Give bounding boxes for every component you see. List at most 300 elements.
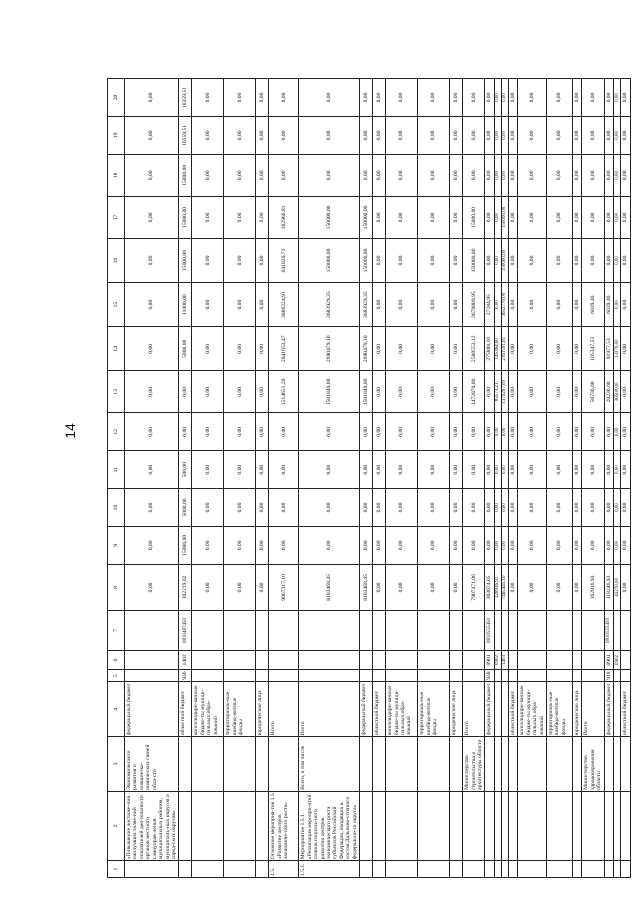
cell-amount: 1501840,00	[360, 371, 373, 413]
cell-grbs	[450, 669, 463, 682]
cell-grbs	[299, 669, 360, 682]
cell-rzpr	[360, 650, 373, 669]
cell-amount: 0,00	[604, 79, 613, 117]
cell-funding-source: федеральный бюджет	[125, 682, 179, 737]
cell-amount: 0,00	[604, 489, 613, 527]
cell-amount: 0,00	[582, 489, 604, 527]
cell-amount: 0,00	[604, 413, 613, 451]
budget-table	[107, 78, 631, 878]
cell-c3	[418, 737, 450, 792]
cell-c2	[224, 791, 256, 860]
cell-amount: 0,00	[508, 489, 517, 527]
cell-amount: 8183468,45	[360, 564, 373, 610]
cell-ministry	[614, 737, 621, 792]
cell-amount: 0,00	[494, 489, 501, 527]
cell-amount: 0,00	[224, 327, 256, 371]
table-row	[299, 79, 360, 878]
cell-amount: 27184,95	[485, 283, 494, 327]
cell-amount: 0,00	[224, 154, 256, 196]
cell-amount: 0,00	[418, 526, 450, 564]
cell-amount: 0,00	[494, 196, 501, 238]
column-header: 13	[108, 371, 125, 413]
cell-rzpr	[373, 650, 386, 669]
cell-funding-source: федеральный бюджет	[486, 683, 493, 736]
cell-c3	[386, 737, 418, 792]
cell-amount: 5000,00	[179, 327, 192, 371]
cell-amount: 1501840,00	[299, 371, 360, 413]
cell-c1	[614, 861, 621, 878]
cell-amount: 7465445,10	[501, 564, 508, 610]
column-header: 5	[108, 669, 125, 682]
cell-grbs	[518, 669, 547, 682]
cell-c3	[373, 737, 386, 792]
cell-csr	[269, 611, 299, 651]
cell-rzpr: 1403	[501, 650, 508, 669]
cell-rzpr	[582, 650, 604, 669]
table-body	[125, 79, 631, 878]
cell-amount: 0,00	[360, 489, 373, 527]
table-row	[192, 79, 224, 878]
column-header: 10	[108, 489, 125, 527]
cell-rzpr	[463, 650, 485, 669]
cell-c2	[614, 791, 621, 860]
cell-amount: 0,00	[572, 564, 581, 610]
cell-ministry	[621, 737, 630, 792]
cell-amount: 0,00	[192, 327, 224, 371]
column-header: 1	[108, 861, 125, 878]
cell-csr	[125, 611, 179, 651]
column-header: 16	[108, 238, 125, 282]
cell-c1	[494, 861, 501, 878]
cell-csr	[373, 611, 386, 651]
cell-amount: 0,00	[621, 196, 630, 238]
cell-amount: 150000,00	[299, 238, 360, 282]
cell-amount: 0,00	[518, 327, 547, 371]
cell-csr	[501, 611, 508, 651]
cell-c2: «Повышение достиже-ния наилучших значе-ний показателей дея-тельности органов местного самоуправ-ления муниципальных районов, муниципаль-ных округов и город-ских округов»	[125, 791, 179, 860]
cell-grbs	[546, 669, 572, 682]
cell-amount: 0,00	[125, 489, 179, 527]
cell-amount: 7907471,06	[463, 564, 485, 610]
cell-amount: 0,00	[386, 371, 418, 413]
cell-amount: 0,00	[299, 526, 360, 564]
cell-c1	[386, 861, 418, 878]
cell-c2	[179, 791, 192, 860]
cell-c1	[256, 861, 269, 878]
cell-amount: 0,00	[604, 117, 613, 155]
cell-c1	[572, 861, 581, 878]
cell-csr	[192, 611, 224, 651]
cell-grbs	[125, 669, 179, 682]
cell-ministry: Министерство строительства и архитектуры области	[463, 737, 485, 792]
cell-grbs	[360, 669, 373, 682]
cell-amount: 0,00	[582, 154, 604, 196]
cell-csr	[508, 611, 517, 651]
cell-amount: 0,00	[621, 564, 630, 610]
cell-amount: 0,00	[546, 283, 572, 327]
cell-amount: 0,00	[614, 196, 621, 238]
cell-amount: 0,00	[386, 451, 418, 489]
cell-amount: 0,00	[224, 489, 256, 527]
cell-amount: 0,00	[360, 526, 373, 564]
cell-amount: 0,00	[463, 154, 485, 196]
cell-amount: 0,00	[582, 117, 604, 155]
cell-funding-source: территориаль-ные внебюд-жетные фонды	[418, 682, 450, 737]
cell-c2	[192, 791, 224, 860]
cell-amount: 0,00	[373, 196, 386, 238]
cell-amount: 0,00	[572, 238, 581, 282]
cell-amount: 102219,02	[179, 564, 192, 610]
table-row	[418, 79, 450, 878]
column-header: 8	[108, 564, 125, 610]
table-row	[224, 79, 256, 878]
cell-amount: 162816,93	[582, 564, 604, 610]
cell-c2	[604, 791, 613, 860]
cell-amount: 8183468,45	[299, 564, 360, 610]
cell-funding-source: юридические лица	[256, 682, 269, 737]
cell-ministry	[485, 737, 494, 792]
cell-amount: 1379297,09	[501, 371, 508, 413]
cell-amount: 0,00	[463, 117, 485, 155]
cell-amount: 15000,00	[179, 526, 192, 564]
cell-amount: 0,00	[386, 238, 418, 282]
cell-amount: 0,00	[360, 413, 373, 451]
cell-amount: 0,00	[621, 489, 630, 527]
cell-amount: 0,00	[463, 79, 485, 117]
cell-amount: 0,00	[386, 489, 418, 527]
cell-grbs	[386, 669, 418, 682]
cell-amount: 0,00	[485, 451, 494, 489]
cell-rzpr	[546, 650, 572, 669]
cell-amount: 150000,00	[463, 238, 485, 282]
cell-amount: 0,00	[621, 451, 630, 489]
cell-amount: 0,00	[256, 327, 269, 371]
cell-funding-source: областной бюджет	[508, 682, 517, 737]
cell-csr	[582, 611, 604, 651]
cell-c3: Всего, в том числе	[299, 737, 360, 792]
cell-amount: 0,00	[518, 196, 547, 238]
cell-amount: 0,00	[508, 413, 517, 451]
cell-c1	[450, 861, 463, 878]
cell-amount: 0,00	[508, 117, 517, 155]
cell-amount: 13370,00	[614, 327, 621, 371]
cell-ministry: Министерство здравоохранения области	[582, 737, 604, 792]
cell-amount: 91977,53	[604, 327, 613, 371]
cell-amount: 0,00	[386, 196, 418, 238]
cell-c1	[224, 861, 256, 878]
table-row	[604, 79, 613, 878]
cell-csr	[621, 611, 630, 651]
cell-amount: 0,00	[373, 79, 386, 117]
cell-amount: 0,00	[299, 154, 360, 196]
cell-amount: 0,00	[125, 117, 179, 155]
cell-amount: 0,00	[582, 413, 604, 451]
cell-amount: 0,00	[125, 564, 179, 610]
cell-grbs	[256, 669, 269, 682]
cell-amount: 0,00	[299, 451, 360, 489]
cell-funding-source: федеральный бюджет	[605, 683, 612, 736]
table-row	[494, 79, 501, 878]
cell-amount: 0,00	[621, 79, 630, 117]
cell-amount: 0,00	[373, 564, 386, 610]
cell-amount: 0,00	[418, 283, 450, 327]
cell-grbs	[582, 669, 604, 682]
table-row	[621, 79, 630, 878]
cell-amount: 0,00	[546, 564, 572, 610]
cell-amount: 0,00	[501, 79, 508, 117]
cell-rzpr	[621, 650, 630, 669]
cell-amount: 0,00	[494, 451, 501, 489]
cell-amount: 0,00	[621, 413, 630, 451]
cell-grbs: 918	[604, 669, 613, 682]
cell-amount: 0,00	[501, 154, 508, 196]
cell-rzpr: 0901	[604, 650, 613, 669]
cell-c3	[256, 737, 269, 792]
cell-c1	[604, 861, 613, 878]
cell-csr	[572, 611, 581, 651]
cell-amount: 105347,53	[582, 327, 604, 371]
cell-amount: 0,00	[125, 451, 179, 489]
cell-amount: 0,00	[485, 489, 494, 527]
cell-amount: 0,00	[614, 238, 621, 282]
cell-amount: 150000,00	[501, 238, 508, 282]
cell-amount: 0,00	[269, 451, 299, 489]
cell-funding-source	[494, 682, 501, 737]
cell-amount: 0,00	[224, 526, 256, 564]
cell-amount: 0,00	[192, 154, 224, 196]
cell-c2	[485, 791, 494, 860]
cell-amount: 0,00	[501, 413, 508, 451]
table-row	[386, 79, 418, 878]
cell-amount: 50730,00	[582, 371, 604, 413]
cell-amount: 0,00	[485, 526, 494, 564]
cell-grbs	[373, 669, 386, 682]
cell-csr	[224, 611, 256, 651]
cell-amount: 0,00	[373, 451, 386, 489]
cell-amount: 0,00	[572, 283, 581, 327]
cell-amount: 0,00	[508, 564, 517, 610]
cell-amount: 0,00	[546, 196, 572, 238]
cell-amount: 0,00	[501, 451, 508, 489]
cell-amount: 0,00	[418, 489, 450, 527]
cell-amount: 0,00	[269, 117, 299, 155]
cell-funding-source: Всего	[269, 682, 299, 737]
cell-csr	[494, 611, 501, 651]
cell-rzpr	[518, 650, 547, 669]
cell-grbs	[192, 669, 224, 682]
cell-c2	[546, 791, 572, 860]
cell-c1	[418, 861, 450, 878]
cell-csr	[386, 611, 418, 651]
column-header: 6	[108, 650, 125, 669]
cell-amount: 3652770,00	[501, 283, 508, 327]
cell-amount: 10359,51	[179, 117, 192, 155]
cell-amount: 0,00	[418, 371, 450, 413]
cell-amount: 0,00	[418, 564, 450, 610]
cell-funding-source: областной бюджет	[621, 682, 630, 737]
cell-csr: 0810555450	[485, 611, 494, 651]
cell-amount: 0,00	[614, 154, 621, 196]
cell-amount: 0,00	[299, 79, 360, 117]
cell-amount: 43270,00	[614, 564, 621, 610]
cell-amount: 0,00	[508, 196, 517, 238]
cell-amount: 15000,00	[179, 238, 192, 282]
cell-c2	[621, 791, 630, 860]
cell-c2	[582, 791, 604, 860]
cell-c1	[582, 861, 604, 878]
cell-amount: 0,00	[572, 371, 581, 413]
cell-amount: 0,00	[373, 413, 386, 451]
cell-amount: 0,00	[546, 489, 572, 527]
cell-amount: 0,00	[192, 117, 224, 155]
table-row	[614, 79, 621, 878]
cell-amount: 0,00	[418, 117, 450, 155]
column-header: 19	[108, 117, 125, 155]
cell-amount: 145364,60	[494, 327, 501, 371]
column-header: 9	[108, 526, 125, 564]
column-header: 11	[108, 451, 125, 489]
cell-c1	[192, 861, 224, 878]
cell-amount: 0,00	[256, 489, 269, 527]
cell-amount: 15000,00	[179, 196, 192, 238]
cell-amount: 0,00	[614, 489, 621, 527]
table-row	[125, 79, 179, 878]
cell-c2	[572, 791, 581, 860]
cell-amount: 0,00	[621, 154, 630, 196]
cell-funding-source: Всего	[463, 682, 485, 737]
cell-rzpr: 0902	[494, 650, 501, 669]
cell-amount: 0,00	[546, 238, 572, 282]
cell-amount: 0,00	[508, 154, 517, 196]
cell-amount: 9067317,10	[269, 564, 299, 610]
cell-amount: 0,00	[450, 489, 463, 527]
cell-funding-source: юридические лица	[450, 682, 463, 737]
cell-c2: Мероприятие 1.5.1. «Реализация меропри-ятий планов социаль-ного развития центров экономического роста субъектов Российской Федерации, входящих в состав Дальнево-сточного федерально-го округа»	[299, 791, 360, 860]
cell-ministry	[494, 737, 501, 792]
cell-c2	[386, 791, 418, 860]
cell-amount: 0,00	[450, 526, 463, 564]
table-row	[546, 79, 572, 878]
cell-amount: 0,00	[373, 238, 386, 282]
cell-amount: 0,00	[494, 413, 501, 451]
cell-rzpr	[572, 650, 581, 669]
cell-amount: 0,00	[546, 526, 572, 564]
cell-amount: 0,00	[192, 451, 224, 489]
column-header: 7	[108, 611, 125, 651]
cell-c1	[485, 861, 494, 878]
cell-amount: 0,00	[373, 117, 386, 155]
cell-amount: 0,00	[604, 238, 613, 282]
cell-funding-source: областной бюджет	[179, 682, 192, 737]
cell-amount: 0,00	[485, 117, 494, 155]
cell-amount: 0,00	[224, 283, 256, 327]
cell-c1	[463, 861, 485, 878]
cell-amount: 150000,00	[501, 196, 508, 238]
cell-c1	[125, 861, 179, 878]
cell-amount: 11000,00	[179, 283, 192, 327]
cell-csr	[256, 611, 269, 651]
cell-amount: 0,00	[192, 413, 224, 451]
cell-amount: 0,00	[518, 451, 547, 489]
cell-amount: 0,00	[508, 451, 517, 489]
cell-amount: 0,00	[518, 154, 547, 196]
cell-rzpr	[299, 650, 360, 669]
cell-amount: 0,00	[518, 489, 547, 527]
cell-grbs	[494, 669, 501, 682]
cell-csr	[546, 611, 572, 651]
cell-amount: 0,00	[224, 413, 256, 451]
cell-grbs	[224, 669, 256, 682]
cell-amount: 0,00	[501, 489, 508, 527]
cell-amount: 0,00	[614, 117, 621, 155]
cell-amount: 0,00	[386, 327, 418, 371]
cell-amount: 0,00	[125, 196, 179, 238]
cell-ministry	[508, 737, 517, 792]
cell-amount: 3886224,91	[269, 283, 299, 327]
cell-amount: 0,00	[621, 283, 630, 327]
cell-amount: 0,00	[256, 526, 269, 564]
cell-amount: 641820,71	[269, 238, 299, 282]
cell-amount: 0,00	[256, 79, 269, 117]
cell-c2	[450, 791, 463, 860]
cell-amount: 0,00	[508, 238, 517, 282]
cell-amount: 10359,51	[179, 79, 192, 117]
cell-rzpr	[508, 650, 517, 669]
cell-amount: 0,00	[582, 238, 604, 282]
cell-amount: 0,00	[256, 238, 269, 282]
cell-amount: 30500,00	[614, 371, 621, 413]
cell-amount: 0,00	[614, 413, 621, 451]
cell-rzpr	[192, 650, 224, 669]
cell-ministry	[518, 737, 547, 792]
cell-amount: 0,00	[299, 489, 360, 527]
cell-amount: 0,00	[546, 327, 572, 371]
cell-amount: 0,00	[125, 413, 179, 451]
cell-amount: 0,00	[386, 154, 418, 196]
column-header: 15	[108, 283, 125, 327]
cell-amount: 2161591,81	[501, 327, 508, 371]
cell-amount: 303074,05	[485, 564, 494, 610]
cell-amount: 0,00	[386, 117, 418, 155]
cell-c1	[179, 861, 192, 878]
cell-amount: 0,00	[450, 451, 463, 489]
cell-c2	[373, 791, 386, 860]
cell-grbs	[621, 669, 630, 682]
table-row	[463, 79, 485, 878]
cell-c2	[360, 791, 373, 860]
cell-amount: 6039,40	[604, 283, 613, 327]
cell-c2	[418, 791, 450, 860]
cell-amount: 0,00	[501, 117, 508, 155]
cell-funding-source	[501, 682, 508, 737]
cell-grbs: 936	[179, 669, 192, 682]
cell-amount: 0,00	[386, 413, 418, 451]
cell-amount: 2588553,12	[463, 327, 485, 371]
cell-amount: 0,00	[485, 371, 494, 413]
cell-amount: 0,00	[621, 526, 630, 564]
cell-amount: 0,00	[572, 79, 581, 117]
cell-c2	[518, 791, 547, 860]
cell-amount: 0,00	[518, 526, 547, 564]
cell-c2: Основное мероприя-тие 1.5 «Развитие центров экономиче-ского роста»	[269, 791, 299, 860]
cell-rzpr	[224, 650, 256, 669]
cell-amount: 0,00	[192, 526, 224, 564]
cell-c1	[508, 861, 517, 878]
cell-ministry	[604, 737, 613, 792]
cell-amount: 0,00	[518, 413, 547, 451]
cell-amount: 0,00	[269, 413, 299, 451]
cell-amount: 0,00	[621, 238, 630, 282]
